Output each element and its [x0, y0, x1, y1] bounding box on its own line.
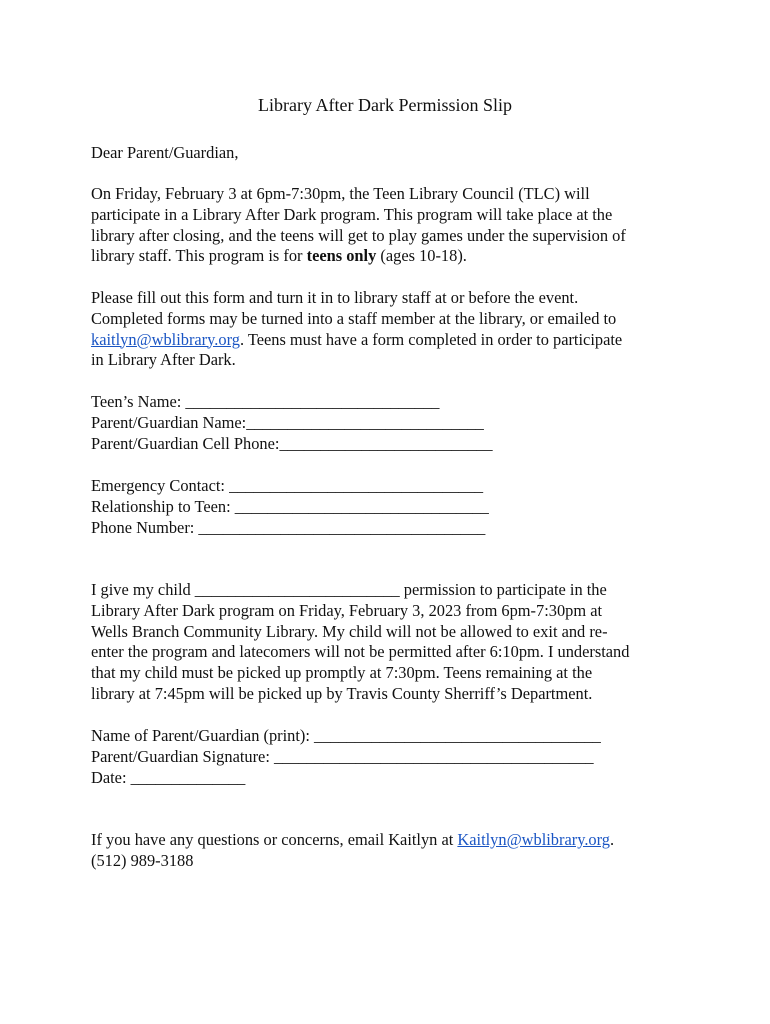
date-field: Date: ______________: [91, 767, 246, 787]
intro-line-4: [91, 246, 691, 267]
instructions-line-3: [91, 330, 691, 351]
consent-line-3: Wells Branch Community Library. My child will not be allowed to exit and re-: [91, 621, 608, 641]
teens-only-emphasis: teens only: [306, 246, 377, 266]
instructions-line-4: in Library After Dark.: [91, 350, 236, 370]
guardian-name-field: Parent/Guardian Name:_____________________________: [91, 412, 484, 432]
page-title: Library After Dark Permission Slip: [258, 95, 512, 115]
contact-line-1-post: .: [609, 830, 615, 849]
contact-line-1-pre: If you have any questions or concerns, email Kaitlyn at: [91, 830, 458, 849]
guardian-phone-field: Parent/Guardian Cell Phone:__________________________: [91, 433, 493, 453]
instructions-line-2: Completed forms may be turned into a staff member at the library, or emailed to: [91, 308, 617, 328]
salutation-text: Dear Parent/Guardian,: [91, 143, 239, 162]
emergency-contact-field: Emergency Contact: _______________________________: [91, 476, 484, 495]
intro-paragraph: [91, 184, 691, 267]
signature-fields: [91, 726, 691, 788]
contact-line-1: [91, 830, 691, 851]
guardian-signature-field: Parent/Guardian Signature: _______________________________________: [91, 746, 594, 766]
consent-line-6: library at 7:45pm will be picked up by Travis County Sherriff’s Department.: [91, 683, 593, 703]
emergency-contact-fields: [91, 476, 691, 538]
intro-line-2: participate in a Library After Dark program. This program will take place at the: [91, 204, 613, 224]
instructions-paragraph: [91, 288, 691, 371]
contact-paragraph: [91, 830, 691, 872]
guardian-print-name-field: Name of Parent/Guardian (print): ___________________________________: [91, 726, 601, 745]
teen-info-fields: [91, 392, 691, 454]
instructions-line-3-post: . Teens must have a form completed in order to participate: [239, 329, 623, 349]
instructions-line-1: Please fill out this form and turn it in to library staff at or before the event.: [91, 288, 579, 307]
email-link-kaitlyn-contact[interactable]: Kaitlyn@wblibrary.org: [457, 830, 610, 849]
contact-phone: (512) 989-3188: [91, 850, 194, 870]
relationship-field: Relationship to Teen: _______________________________: [91, 496, 489, 516]
intro-line-4-pre: library staff. This program is for: [91, 246, 307, 266]
intro-line-1: On Friday, February 3 at 6pm-7:30pm, the Teen Library Council (TLC) will: [91, 184, 590, 203]
consent-paragraph: [91, 580, 691, 705]
intro-line-3: library after closing, and the teens will get to play games under the supervision of: [91, 225, 626, 245]
email-link-kaitlyn[interactable]: kaitlyn@wblibrary.org: [91, 329, 240, 349]
consent-line-2: Library After Dark program on Friday, February 3, 2023 from 6pm-7:30pm at: [91, 600, 603, 620]
consent-line-1: I give my child _________________________ permission to participate in the: [91, 580, 607, 599]
emergency-phone-field: Phone Number: ___________________________________: [91, 517, 486, 537]
teen-name-field: Teen’s Name: _______________________________: [91, 392, 440, 411]
intro-line-4-post: (ages 10-18).: [376, 246, 467, 266]
salutation: [91, 143, 691, 164]
consent-line-5: that my child must be picked up promptly at 7:30pm. Teens remaining at the: [91, 663, 593, 683]
consent-line-4: enter the program and latecomers will not be permitted after 6:10pm. I understand: [91, 642, 630, 662]
